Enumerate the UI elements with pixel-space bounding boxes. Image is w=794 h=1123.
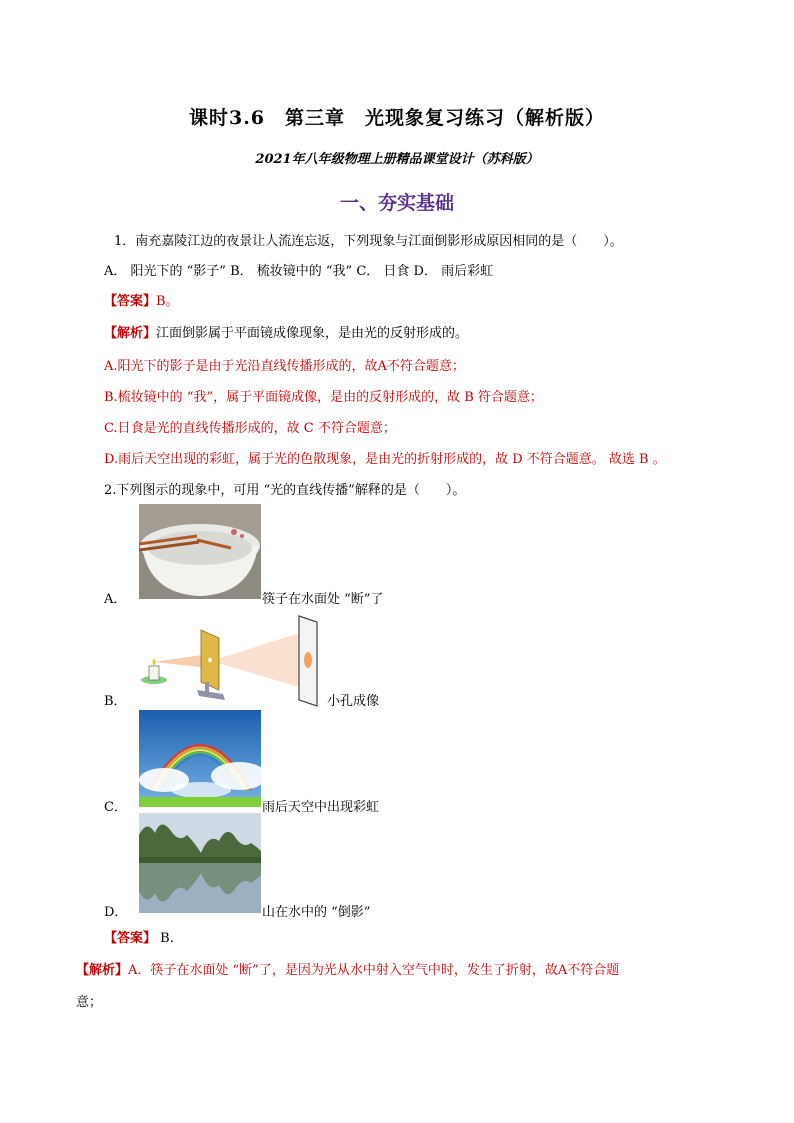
q1-answer <box>104 290 179 309</box>
q1-analysis-c: C.日食是光的直线传播形成的，故 C 不符合题意； <box>104 421 396 436</box>
option-d-letter: D． <box>104 905 128 920</box>
analysis-text: 江面倒影属于平面镜成像现象，是由光的反射形成的。 <box>156 326 469 341</box>
section-heading: 一、夯实基础 <box>339 192 454 214</box>
rainbow-image <box>139 710 261 807</box>
page-title: 课时3.6 第三章 光现象复习练习（解析版） <box>188 107 606 129</box>
pinhole-imaging-image <box>139 608 329 708</box>
option-a-letter: A． <box>104 592 127 607</box>
page-subtitle: 2021年八年级物理上册精品课堂设计（苏科版） <box>255 152 539 167</box>
answer-value: B。 <box>156 294 179 309</box>
option-c-caption: 雨后天空中出现彩虹 <box>262 800 380 815</box>
option-c-letter: C． <box>104 800 127 815</box>
analysis-text: A．筷子在水面处 “断”了，是因为光从水中射入空气中时，发生了折射，故A不符合题 <box>128 963 620 978</box>
option-b-letter: B． <box>104 694 127 709</box>
option-d-caption: 山在水中的 “倒影” <box>262 905 371 920</box>
answer-value: B. <box>156 931 174 946</box>
analysis-tag: 【解析】 <box>76 963 129 978</box>
option-b-caption: 小孔成像 <box>327 694 380 709</box>
q1-options: A． 阳光下的 “影子” B． 梳妆镜中的 “我” C． 日食 D． 雨后彩虹 <box>104 264 494 279</box>
q1-analysis-b: B.梳妆镜中的 “我”，属于平面镜成像，是由的反射形成的，故 B 符合题意； <box>104 390 543 405</box>
q2-answer <box>104 927 174 946</box>
q2-analysis-cont: 意； <box>76 995 103 1010</box>
answer-tag: 【答案】 <box>104 931 157 946</box>
mountain-reflection-image <box>139 813 261 913</box>
option-a-caption: 筷子在水面处 “断”了 <box>262 592 384 607</box>
answer-tag: 【答案】 <box>104 294 157 309</box>
q1-analysis-d: D.雨后天空出现的彩虹，属于光的色散现象，是由光的折射形成的，故 D 不符合题意。 故选 B 。 <box>104 452 666 467</box>
q1-analysis-a: A.阳光下的影子是由于光沿直线传播形成的，故A不符合题意； <box>104 359 465 374</box>
analysis-tag: 【解析】 <box>104 326 157 341</box>
q2-stem: 2.下列图示的现象中，可用 “光的直线传播”解释的是（ ）。 <box>104 483 466 498</box>
q2-analysis <box>76 959 619 978</box>
q1-stem: 1．南充嘉陵江边的夜景让人流连忘返，下列现象与江面倒影形成原因相同的是（ ）。 <box>114 234 623 249</box>
chopsticks-bowl-image <box>139 504 261 599</box>
q1-analysis <box>104 322 468 341</box>
